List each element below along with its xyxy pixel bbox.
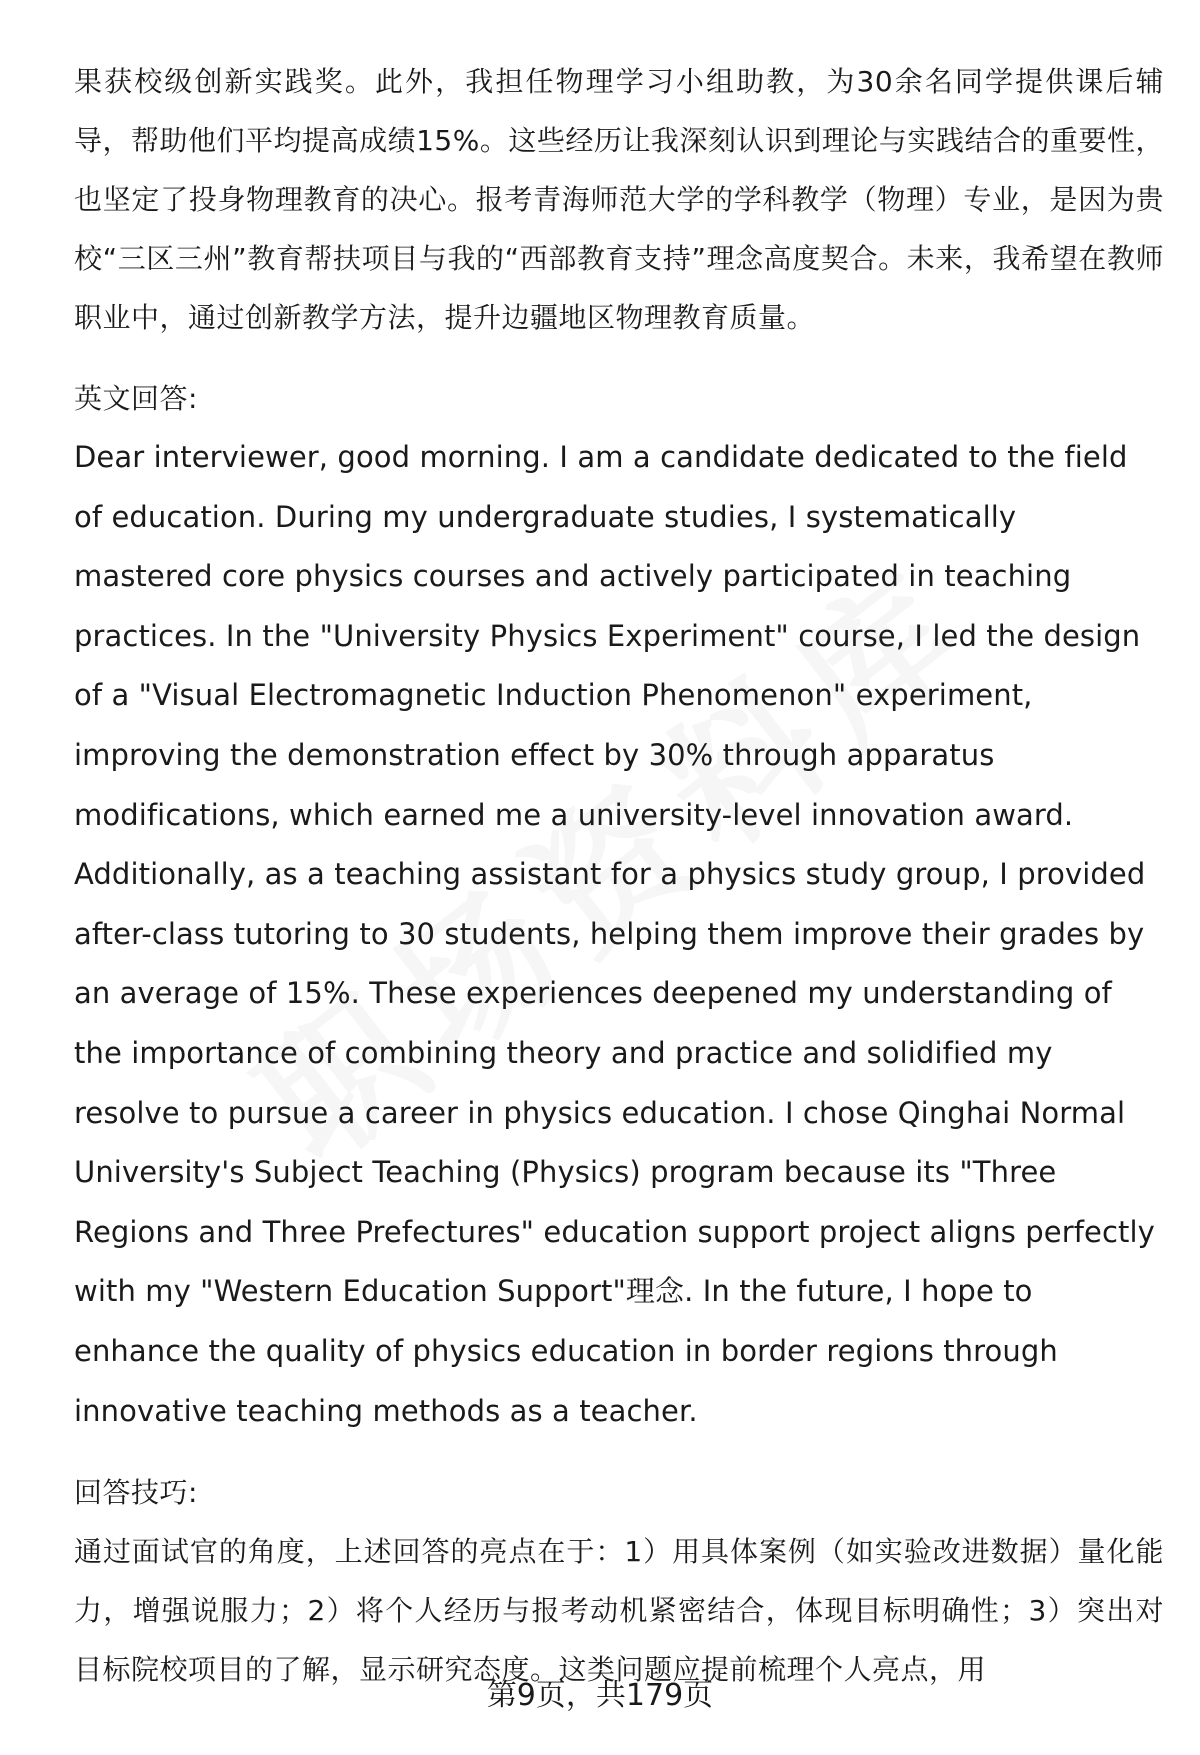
answer-tips-text: 通过面试官的角度，上述回答的亮点在于：1）用具体案例（如实验改进数据）量化能力，增强说服力；2）将个人经历与报考动机紧密结合，体现目标明确性；3）突出对目标院校项目的了解，显示研究态度。这类问题应提前梳理个人亮点，用: [74, 1535, 1164, 1687]
document-page: [74, 52, 1164, 1699]
chinese-answer-continuation: 果获校级创新实践奖。此外，我担任物理学习小组助教，为30余名同学提供课后辅导，帮助他们平均提高成绩15%。这些经历让我深刻认识到理论与实践结合的重要性，也坚定了投身物理教育的决心。报考青海师范大学的学科教学（物理）专业，是因为贵校“三区三州”教育帮扶项目与我的“西部教育支持”理念高度契合。未来，我希望在教师职业中，通过创新教学方法，提升边疆地区物理教育质量。: [74, 65, 1164, 334]
page-number-footer: 第9页，共179页: [486, 1678, 714, 1713]
english-answer-text: Dear interviewer, good morning. I am a candidate dedicated to the field of education. During my undergraduate studies, I systematically mastered core physics courses and actively participated in teaching practices. In the "University Physics Experiment" course, I led the design of a "Visual Electromagnetic Induction Phenomenon" experiment, improving the demonstration effect by 30% through apparatus modifications, which earned me a university-level innovation award. Additionally, as a teaching assistant for a physics study group, I provided after-class tutoring to 30 students, helping them improve their grades by an average of 15%. These experiences deepened my understanding of the importance of combining theory and practice and solidified my resolve to pursue a career in physics education. I chose Qinghai Normal University's Subject Teaching (Physics) program because its "Three Regions and Three Prefectures" education support project aligns perfectly with my "Western Education Support"理念. In the future, I hope to enhance the quality of physics education in border regions through innovative teaching methods as a teacher.: [74, 440, 1155, 1428]
english-answer-heading: 英文回答:: [74, 382, 198, 415]
answer-tips-heading: 回答技巧:: [74, 1476, 198, 1510]
